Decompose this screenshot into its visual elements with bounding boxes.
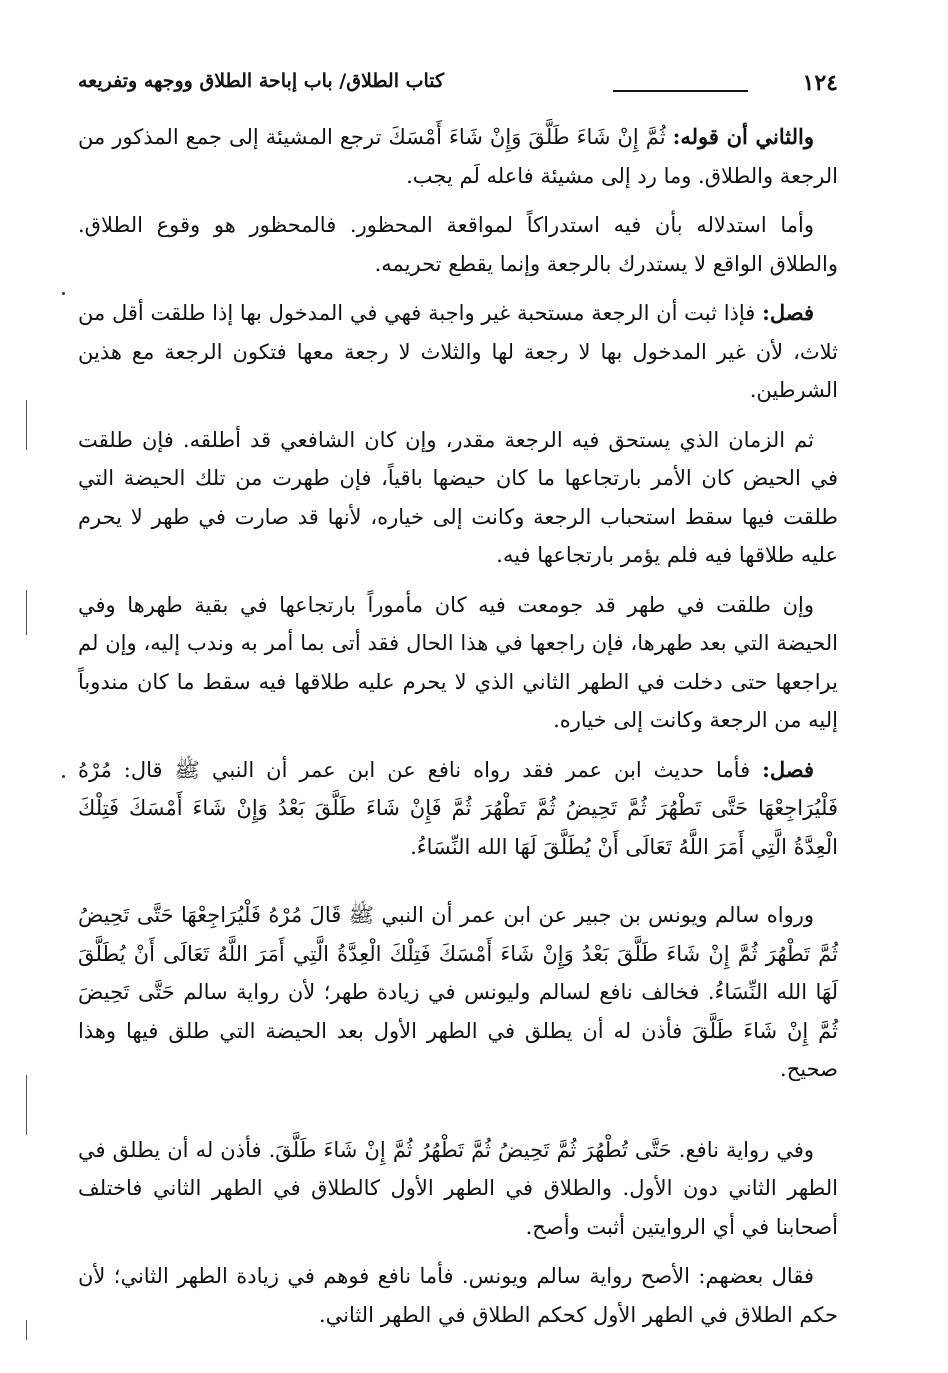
section-lead: فصل: [762, 756, 814, 782]
paragraph [78, 586, 838, 740]
page-header [78, 66, 838, 104]
running-title: كتاب الطلاق/ باب إباحة الطلاق ووجهه وتفريعه [78, 70, 445, 92]
margin-dot [62, 292, 65, 295]
paragraph [78, 751, 838, 867]
paragraph [78, 294, 838, 410]
margin-mark [26, 400, 27, 450]
paragraph [78, 1257, 838, 1334]
margin-mark [26, 1075, 27, 1135]
paragraph [78, 118, 838, 195]
body-text [78, 118, 838, 1345]
paragraph-text: ثم الزمان الذي يستحق فيه الرجعة مقدر، وإن كان الشافعي قد أطلقه. فإن طلقت في الحيض كان الأمر بارتجاعها ما كان حيضها باقياً، فإن طهرت من تلك الحيضة التي طلقت فيها سقط استحباب الرجعة وكانت إلى خياره، لأنها قد صارت في طهر لا يحرم عليه طلاقها فيه فلم يؤمر بارتجاعها فيه. [78, 427, 838, 567]
paragraph-text: وفي رواية نافع. حَتَّى تُطْهُرَ ثُمَّ تَحِيضُ ثُمَّ تَطْهُرُ ثُمَّ إِنْ شَاءَ طَلَّقَ. فأذن له أن يطلق في الطهر الثاني دون الأول. والطلاق في الطهر الأول كالطلاق في الطهر الثاني فاختلف أصحابنا في أي الروايتين أثبت وأصح. [78, 1137, 838, 1239]
paragraph-text: ورواه سالم ويونس بن جبير عن ابن عمر أن النبي ﷺ قَالَ مُرْهُ فَلْيُرَاجِعْهَا حَتَّى تَحِيضُ ثُمَّ تَطْهُرَ ثُمَّ إِنْ شَاءَ طَلَّقَ بَعْدُ وَإِنْ شَاءَ أَمْسَكَ فَتِلْكَ الْعِدَّةُ الَّتِي أَمَرَ اللَّهُ تَعَالَى أَنْ يُطَلَّقَ لَهَا الله النِّسَاءُ. فخالف نافع لسالم وليونس في زيادة طهر؛ لأن رواية سالم حَتَّى تَحِيضَ ثُمَّ إِنْ شَاءَ طَلَّقَ فأذن له أن يطلق في الطهر الأول بعد الحيضة التي طلق فيها وهذا صحيح. [78, 903, 838, 1081]
paragraph-text: ثُمَّ إِنْ شَاءَ طَلَّقَ وَإِنْ شَاءَ أَمْسَكَ ترجع المشيئة إلى جمع المذكور من الرجعة والطلاق. وما رد إلى مشيئة فاعله لَم يجب. [78, 125, 838, 188]
margin-mark [26, 1320, 27, 1340]
margin-mark [26, 590, 27, 635]
section-lead: فصل: [762, 300, 814, 325]
paragraph-text: فإذا ثبت أن الرجعة مستحبة غير واجبة فهي في المدخول بها إذا طلقت أقل من ثلاث، لأن غير المدخول بها لا رجعة لها والثلاث لا رجعة معها فتكون الرجعة مع هذين الشرطين. [78, 301, 838, 402]
paragraph [78, 1131, 838, 1247]
paragraph [78, 421, 838, 575]
paragraph-text: فأما حديث ابن عمر فقد رواه نافع عن ابن عمر أن النبي ﷺ قال: مُرْهُ فَلْيُرَاجِعْهَا حَتَّى تَطْهُرَ ثُمَّ تَحِيضُ ثُمَّ تَطْهُرَ ثُمَّ فَإِنْ شَاءَ طَلَّقَ بَعْدُ وَإِنْ شَاءَ أَمْسَكَ فَتِلْكَ الْعِدَّةُ الَّتِي أَمَرَ اللَّهُ تَعَالَى أَنْ يُطَلَّقَ لَهَا الله النِّسَاءُ. [78, 757, 838, 859]
paragraph-text: فقال بعضهم: الأصح رواية سالم ويونس. فأما نافع فوهم في زيادة الطهر الثاني؛ لأن حكم الطلاق في الطهر الأول كحكم الطلاق في الطهر الثاني. [78, 1264, 838, 1327]
margin-dot [62, 775, 65, 778]
paragraph-lead: والثاني أن قوله: [672, 124, 814, 149]
paragraph-text: وإن طلقت في طهر قد جومعت فيه كان مأموراً بارتجاعها في بقية طهرها وفي الحيضة التي بعد طهرها، فإن راجعها في هذا الحال فقد أتى بما أمر به وندب إليه، وإن لم يراجعها حتى دخلت في الطهر الثاني الذي لا يحرم عليه طلاقها فيه سقط ما كان مندوباً إليه من الرجعة وكانت إلى خياره. [78, 592, 838, 732]
page-number: ١٢٤ [802, 70, 838, 96]
paragraph [78, 896, 838, 1089]
paragraph [78, 206, 838, 283]
header-rule [613, 90, 748, 92]
paragraph-text: وأما استدلاله بأن فيه استدراكاً لمواقعة المحظور. فالمحظور هو وقوع الطلاق. والطلاق الواقع لا يستدرك بالرجعة وإنما يقطع تحريمه. [78, 213, 838, 276]
